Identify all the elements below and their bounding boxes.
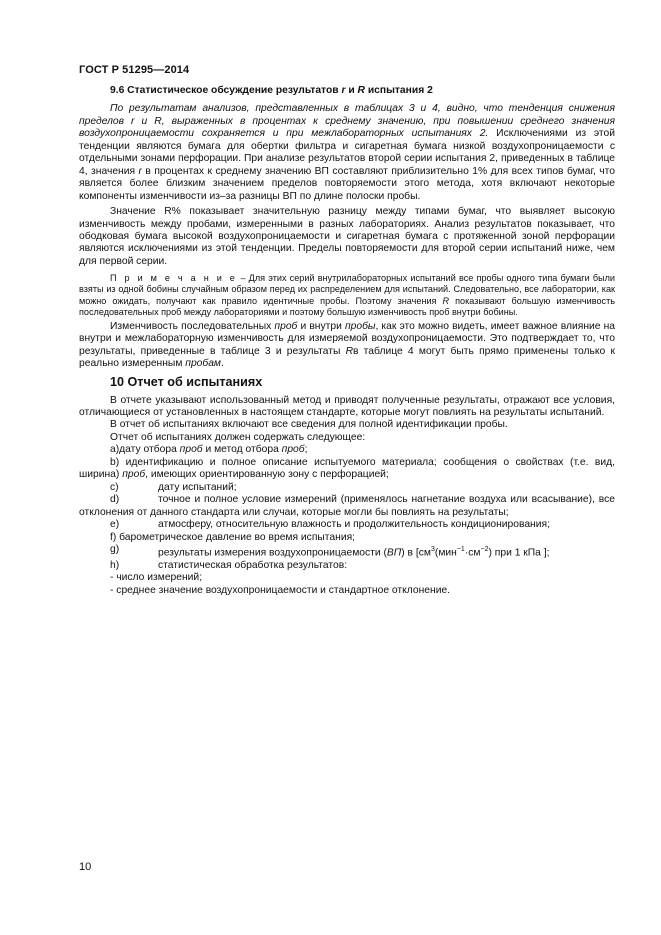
section-10-heading: 10 Отчет об испытаниях xyxy=(110,374,263,389)
paragraph-variability: Изменчивость последовательных проб и внутри пробы, как это можно видеть, имеет важное влияние на внутри и межлабораторную изменчивость для измеряемой воздухопроницаемости. Это подтверждает то, что результаты, приведенные в таблице 3 и результаты Rв таблице 4 могут быть прямо применены только к реально измеренным пробам. xyxy=(79,320,616,370)
list-item-g: g) результаты измерения воздухопроницаемости (ВП) в [$см^3(мин^{-1}\cdot см^{-2})$ при 1 кПа ]; xyxy=(110,543,550,559)
list-item-f: f) барометрическое давление во время испытания; xyxy=(110,531,356,543)
dash-item-mean: - среднее значение воздухопроницаемости и стандартное отклонение. xyxy=(110,584,451,596)
list-item-e: e) атмосферу, относительную влажность и продолжительность кондиционирования; xyxy=(110,519,550,531)
page-body xyxy=(79,85,615,597)
list-item-d: d) точное и полное условие измерений (применялось нагнетание воздуха или всасывание), все отклонения от данного стандарта или случаи, которые могли бы повлиять на результаты; xyxy=(79,494,615,518)
paragraph-report-contents: Отчет об испытаниях должен содержать следующее: xyxy=(110,431,366,443)
paragraph-r-percent: Значение R% показывает значительную разницу между типами бумаг, что выявляет высокую изменчивость между пробами, измеренными в разных лабораториях. Анализ результатов показывает, что ободковая бумага высокой воздухопроницаемости и сигаретная бумага с протяженной зоной перфорации являются исключениями из этой тенденции. Пределы повторяемости для второй серии испытаний ниже, чем для первой серии. xyxy=(79,206,615,267)
list-item-h: h) статистическая обработка результатов: xyxy=(110,559,348,571)
list-item-c: c) дату испытаний; xyxy=(110,481,237,493)
page-number: 10 xyxy=(79,861,92,873)
paragraph-report-identification: В отчет об испытаниях включают все сведения для полной идентификации пробы. xyxy=(110,419,508,431)
dash-item-count: - число измерений; xyxy=(110,572,203,584)
paragraph-analysis: По результатам анализов, представленных в таблицах 3 и 4, видно, что тенденция снижения пределов r и R, выраженных в процентах к среднему значению, при повышении среднего значения воздухопроницаемости сохраняется и при межлабораторных испытаниях 2. Исключениями из этой тенденции являются бумага для обертки фильтра и сигаретная бумага низкой воздухопроницаемости с отдельными зонами перфорации. При анализе результатов второй серии испытания 2, приведенных в таблице 4, значения r в процентах к среднему значению ВП составляют приблизительно 1% для всех типов бумаг, что является более близким значением пределов повторяемости этого метода, хотя включают некоторые компоненты изменчивости из–за разницы ВП по длине полоски пробы. xyxy=(79,103,615,202)
note-paragraph: П р и м е ч а н и е – Для этих серий внутрилабораторных испытаний все пробы одного типа бумаги были взяты из одной бобины случайным образом перед их распределением для испытаний. Следовательно, все лаборатории, как можно ожидать, получают как правило идентичные пробы. Поэтому значения R показывают большую изменчивость последовательных проб между лабораториями и поэтому большую изменчивость проб внутри бобины. xyxy=(79,273,615,317)
document-header: ГОСТ Р 51295—2014 xyxy=(79,64,190,76)
section-9-6-heading: 9.6 Статистическое обсуждение результатов r и R испытания 2 xyxy=(110,85,433,96)
paragraph-report-method: В отчете указывают использованный метод и приводят полученные результаты, отражают все условия, отличающиеся от установленных в настоящем стандарте, которые могут повлиять на результаты испытаний. xyxy=(79,394,615,418)
note-label: П р и м е ч а н и е xyxy=(110,273,238,284)
list-item-b: b) идентификацию и полное описание испытуемого материала; сообщения о свойствах (т.е. вид, ширина) проб, имеющих ориентированную зону с перфорацией; xyxy=(79,456,615,481)
list-item-a: а)дату отбора проб и метод отбора проб; xyxy=(110,444,308,456)
